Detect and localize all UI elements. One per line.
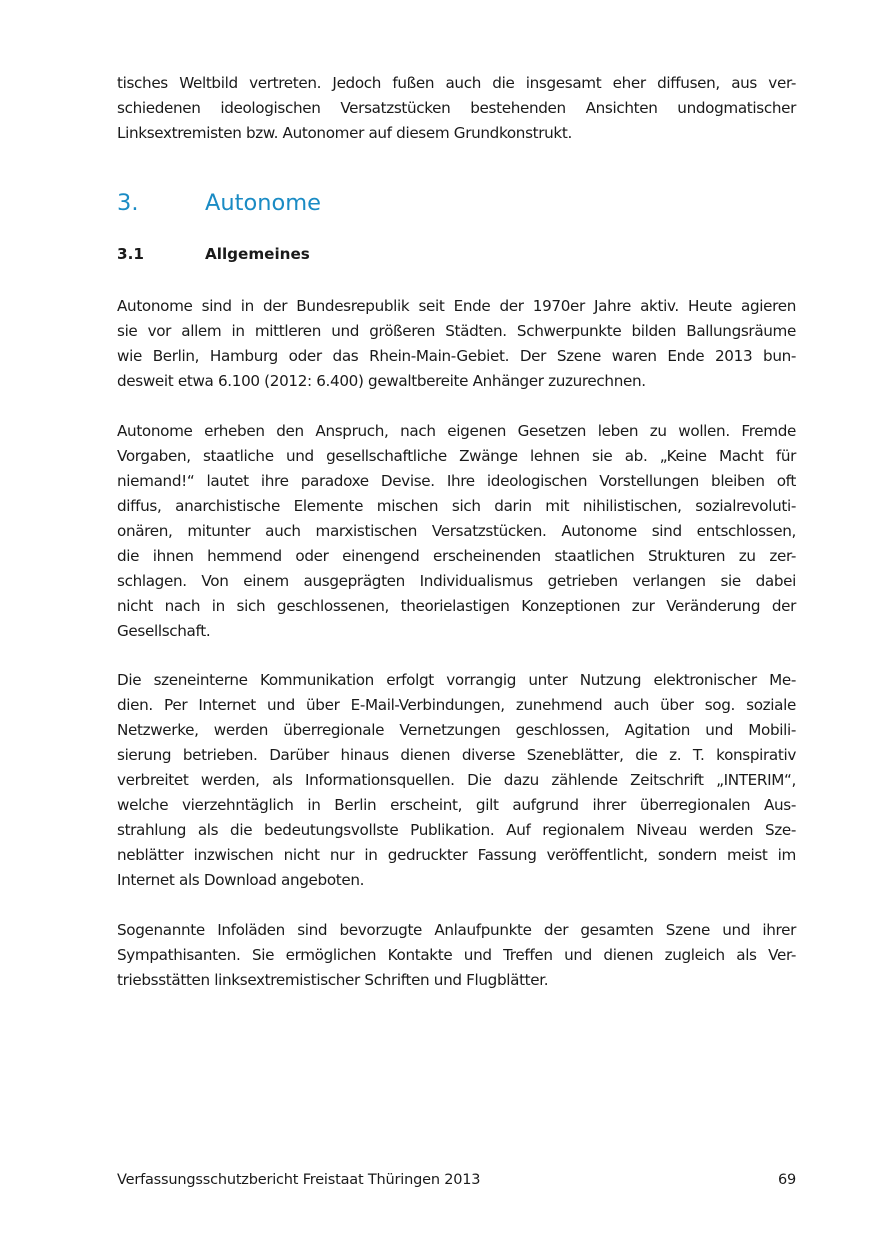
text-line: onären, mitunter auch marxistischen Versatzstücken. Autonome sind entschlossen,: [117, 522, 796, 540]
page-number: 69: [777, 1172, 796, 1188]
text-line: die ihnen hemmend oder einengend erscheinenden staatlichen Strukturen zu zer-: [117, 547, 796, 565]
section-number: 3.1: [117, 245, 144, 263]
text-line: Autonome sind in der Bundesrepublik seit Ende der 1970er Jahre aktiv. Heute agieren: [117, 297, 796, 315]
text-line: Die szeneinterne Kommunikation erfolgt vorrangig unter Nutzung elektronischer Me-: [117, 671, 796, 689]
text-line: Gesellschaft.: [117, 622, 211, 640]
section-title: Allgemeines: [205, 245, 310, 263]
text-line: neblätter inzwischen nicht nur in gedruckter Fassung veröffentlicht, sondern meist im: [117, 846, 796, 864]
text-line: desweit etwa 6.100 (2012: 6.400) gewaltbereite Anhänger zuzurechnen.: [117, 372, 646, 390]
text-line: sierung betrieben. Darüber hinaus dienen diverse Szeneblätter, die z. T. konspirativ: [117, 746, 796, 764]
paragraph: [117, 419, 796, 644]
text-line: Vorgaben, staatliche und gesellschaftliche Zwänge lehnen sie ab. „Keine Macht für: [117, 447, 796, 465]
text-line: Linksextremisten bzw. Autonomer auf diesem Grundkonstrukt.: [117, 124, 572, 142]
text-line: schlagen. Von einem ausgeprägten Individualismus getrieben verlangen sie dabei: [117, 572, 796, 590]
text-line: schiedenen ideologischen Versatzstücken bestehenden Ansichten undogmatischer: [117, 99, 796, 117]
text-line: welche vierzehntäglich in Berlin erscheint, gilt aufgrund ihrer überregionalen Aus-: [117, 796, 796, 814]
footer-title: Verfassungsschutzbericht Freistaat Thüringen 2013: [117, 1172, 481, 1188]
chapter-title: Autonome: [205, 190, 322, 216]
text-line: nicht nach in sich geschlossenen, theorielastigen Konzeptionen zur Veränderung der: [117, 597, 796, 615]
intro-paragraph: [117, 71, 796, 146]
text-line: tisches Weltbild vertreten. Jedoch fußen auch die insgesamt eher diffusen, aus ver-: [117, 74, 796, 92]
text-line: Autonome erheben den Anspruch, nach eigenen Gesetzen leben zu wollen. Fremde: [117, 422, 796, 440]
paragraph: [117, 668, 796, 893]
text-line: triebsstätten linksextremistischer Schriften und Flugblätter.: [117, 971, 549, 989]
text-line: niemand!“ lautet ihre paradoxe Devise. Ihre ideologischen Vorstellungen bleiben oft: [117, 472, 796, 490]
text-line: strahlung als die bedeutungsvollste Publikation. Auf regionalem Niveau werden Sze-: [117, 821, 796, 839]
text-line: Sogenannte Infoläden sind bevorzugte Anlaufpunkte der gesamten Szene und ihrer: [117, 921, 796, 939]
text-line: verbreitet werden, als Informationsquellen. Die dazu zählende Zeitschrift „INTERIM“,: [117, 771, 796, 789]
text-line: dien. Per Internet und über E-Mail-Verbindungen, zunehmend auch über sog. soziale: [117, 696, 796, 714]
document-page: [117, 0, 796, 1241]
paragraph: [117, 294, 796, 394]
text-line: sie vor allem in mittleren und größeren Städten. Schwerpunkte bilden Ballungsräume: [117, 322, 796, 340]
text-line: wie Berlin, Hamburg oder das Rhein-Main-Gebiet. Der Szene waren Ende 2013 bun-: [117, 347, 796, 365]
text-line: Internet als Download angeboten.: [117, 871, 365, 889]
text-line: Sympathisanten. Sie ermöglichen Kontakte und Treffen und dienen zugleich als Ver-: [117, 946, 796, 964]
chapter-number: 3.: [117, 190, 139, 216]
section-heading: [117, 245, 796, 269]
paragraph: [117, 918, 796, 993]
text-line: Netzwerke, werden überregionale Vernetzungen geschlossen, Agitation und Mobili-: [117, 721, 796, 739]
text-line: diffus, anarchistische Elemente mischen sich darin mit nihilistischen, sozialrevoluti-: [117, 497, 796, 515]
chapter-heading: [117, 190, 796, 222]
